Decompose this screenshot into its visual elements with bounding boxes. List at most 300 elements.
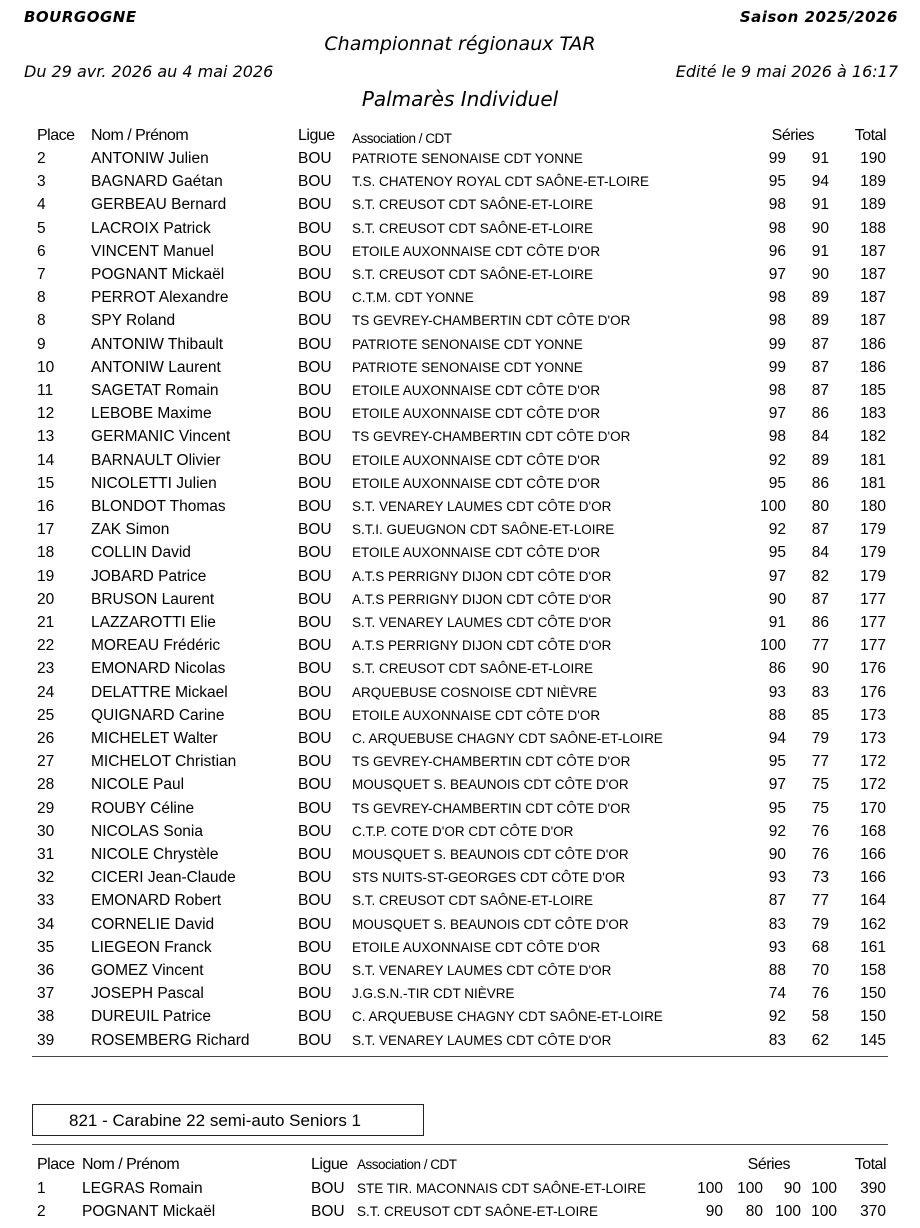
row-total: 161 [860, 938, 886, 956]
row-series-1: 98 [768, 219, 786, 237]
row-association: MOUSQUET S. BEAUNOIS CDT CÔTE D'OR [352, 777, 629, 793]
table-row [0, 913, 920, 936]
row-place: 37 [37, 985, 55, 1003]
row-series-1: 98 [768, 428, 786, 446]
row-association: S.T. VENAREY LAUMES CDT CÔTE D'OR [352, 1032, 612, 1048]
row-series-3: 90 [783, 1180, 801, 1197]
row-series-2: 79 [811, 730, 829, 747]
row-series-2: 83 [811, 683, 829, 701]
row-series-1: 90 [768, 590, 786, 608]
row-association: S.T. CREUSOT CDT SAÔNE-ET-LOIRE [352, 197, 594, 213]
row-total: 188 [860, 219, 886, 237]
table-row [0, 1029, 920, 1052]
row-total: 370 [860, 1203, 886, 1220]
row-ligue: BOU [298, 962, 332, 979]
row-series-1: 74 [768, 985, 786, 1003]
row-place: 9 [37, 335, 46, 353]
row-series-2: 85 [811, 706, 829, 724]
row-name: NICOLAS Sonia [91, 822, 203, 840]
row-series-2: 76 [811, 985, 829, 1003]
table-row [0, 1005, 920, 1028]
header-name: Nom / Prénom [91, 127, 189, 144]
row-ligue: BOU [311, 1203, 345, 1220]
row-ligue: BOU [311, 1180, 345, 1197]
row-name: GERBEAU Bernard [91, 196, 227, 214]
row-place: 1 [37, 1180, 46, 1197]
row-association: C. ARQUEBUSE CHAGNY CDT SAÔNE-ET-LOIRE [352, 731, 663, 746]
row-name: ANTONIW Laurent [91, 358, 221, 376]
row-total: 173 [860, 730, 886, 747]
row-total: 173 [860, 706, 886, 724]
row-place: 27 [37, 753, 55, 771]
row-name: ROUBY Céline [91, 799, 195, 817]
row-name: CICERI Jean-Claude [91, 869, 236, 887]
row-ligue: BOU [298, 1008, 332, 1026]
row-place: 8 [37, 312, 46, 330]
table-row [0, 611, 920, 634]
row-total: 187 [860, 312, 886, 330]
row-name: LAZZAROTTI Elie [91, 614, 216, 631]
row-series-2: 77 [811, 637, 829, 655]
row-series-1: 96 [768, 242, 786, 260]
championship-title: Championnat régionaux TAR [324, 33, 596, 55]
row-association: TS GEVREY-CHAMBERTIN CDT CÔTE D'OR [352, 754, 631, 770]
table-row [0, 727, 920, 750]
row-name: DUREUIL Patrice [91, 1008, 212, 1026]
row-place: 24 [37, 683, 55, 701]
row-total: 189 [860, 173, 886, 191]
row-place: 11 [37, 382, 54, 399]
row-total: 186 [860, 335, 886, 353]
row-ligue: BOU [298, 567, 332, 585]
row-name: LEGRAS Romain [82, 1180, 203, 1197]
row-ligue: BOU [298, 498, 332, 515]
row-series-2: 94 [811, 173, 829, 191]
table-bottom-rule [32, 1056, 888, 1057]
row-series-2: 79 [811, 915, 829, 933]
row-series-2: 58 [811, 1008, 829, 1026]
row-place: 21 [37, 614, 55, 631]
row-series-1: 88 [768, 706, 786, 724]
row-ligue: BOU [298, 660, 332, 678]
row-series-2: 80 [811, 498, 829, 515]
row-place: 26 [37, 730, 55, 747]
row-place: 28 [37, 776, 55, 794]
row-series-2: 62 [811, 1031, 829, 1049]
row-name: PERROT Alexandre [91, 289, 229, 307]
row-name: ZAK Simon [91, 521, 170, 539]
category-rule [32, 1144, 888, 1145]
row-name: ROSEMBERG Richard [91, 1031, 250, 1049]
row-series-1: 83 [768, 1031, 786, 1049]
row-association: PATRIOTE SENONAISE CDT YONNE [352, 359, 583, 375]
row-name: LIEGEON Franck [91, 938, 212, 956]
row-series-1: 88 [768, 962, 786, 979]
row-place: 18 [37, 544, 55, 562]
row-ligue: BOU [298, 776, 332, 794]
row-ligue: BOU [298, 242, 332, 260]
row-association: ETOILE AUXONNAISE CDT CÔTE D'OR [352, 383, 601, 398]
table-row [0, 402, 920, 425]
row-place: 36 [37, 962, 55, 979]
table-row [0, 866, 920, 889]
row-place: 23 [37, 660, 55, 678]
table-row [0, 286, 920, 309]
table-row [0, 843, 920, 866]
row-ligue: BOU [298, 173, 332, 191]
row-name: DELATTRE Mickael [91, 683, 228, 701]
row-ligue: BOU [298, 382, 332, 399]
row-association: TS GEVREY-CHAMBERTIN CDT CÔTE D'OR [352, 313, 631, 329]
row-series-1: 98 [768, 196, 786, 214]
row-series-1: 92 [768, 521, 786, 539]
row-series-1: 94 [768, 730, 786, 747]
row-association: S.T. CREUSOT CDT SAÔNE-ET-LOIRE [352, 220, 594, 236]
row-series-1: 97 [768, 776, 786, 794]
row-name: GOMEZ Vincent [91, 962, 204, 979]
row-series-2: 86 [811, 474, 829, 492]
row-name: QUIGNARD Carine [91, 706, 225, 724]
row-association: MOUSQUET S. BEAUNOIS CDT CÔTE D'OR [352, 916, 629, 932]
row-series-2: 82 [811, 567, 829, 585]
row-ligue: BOU [298, 1031, 332, 1049]
row-place: 8 [37, 289, 46, 307]
row-association: PATRIOTE SENONAISE CDT YONNE [352, 336, 583, 352]
row-place: 13 [37, 428, 55, 446]
row-total: 187 [860, 266, 886, 283]
row-association: ETOILE AUXONNAISE CDT CÔTE D'OR [352, 243, 601, 259]
table-row [0, 147, 920, 170]
row-name: VINCENT Manuel [91, 242, 214, 260]
table-row [0, 356, 920, 379]
row-name: MICHELET Walter [91, 730, 218, 747]
row-total: 150 [860, 1008, 886, 1026]
row-association: ETOILE AUXONNAISE CDT CÔTE D'OR [352, 406, 601, 422]
row-association: J.G.S.N.-TIR CDT NIÈVRE [352, 986, 515, 1002]
row-series-2: 89 [811, 289, 829, 307]
row-series-2: 91 [811, 196, 829, 214]
table-row [0, 495, 920, 518]
row-association: C.T.P. COTE D'OR CDT CÔTE D'OR [352, 823, 574, 839]
row-name: SPY Roland [91, 312, 176, 330]
row-total: 176 [860, 660, 886, 678]
row-association: ARQUEBUSE COSNOISE CDT NIÈVRE [352, 684, 598, 700]
row-series-2: 76 [811, 822, 829, 840]
table-row [0, 681, 920, 704]
table-header [0, 127, 920, 147]
row-association: MOUSQUET S. BEAUNOIS CDT CÔTE D'OR [352, 847, 629, 862]
row-ligue: BOU [298, 869, 332, 887]
row-place: 39 [37, 1031, 55, 1049]
row-ligue: BOU [298, 451, 332, 469]
row-total: 158 [860, 962, 886, 979]
table-header-2 [0, 1156, 920, 1176]
table-row [0, 1177, 920, 1200]
row-series-1: 93 [768, 683, 786, 701]
row-total: 150 [860, 985, 886, 1003]
row-ligue: BOU [298, 358, 332, 376]
row-series-1: 92 [768, 1008, 786, 1026]
row-association: ETOILE AUXONNAISE CDT CÔTE D'OR [352, 939, 601, 955]
row-association: PATRIOTE SENONAISE CDT YONNE [352, 151, 583, 166]
row-name: POGNANT Mickaël [82, 1203, 216, 1220]
row-total: 390 [860, 1180, 886, 1197]
row-series-1: 91 [768, 614, 786, 631]
row-place: 2 [37, 150, 46, 167]
table-row [0, 518, 920, 541]
row-name: POGNANT Mickaël [91, 266, 225, 283]
row-total: 181 [860, 451, 886, 469]
row-ligue: BOU [298, 846, 332, 863]
header-place: Place [37, 1156, 75, 1173]
row-series-1: 99 [768, 335, 786, 353]
table-row [0, 657, 920, 680]
row-series-1: 93 [768, 869, 786, 887]
row-series-1: 100 [760, 498, 786, 515]
row-series-2: 77 [811, 753, 829, 771]
row-name: NICOLE Paul [91, 776, 185, 794]
row-total: 180 [860, 498, 886, 515]
row-name: ANTONIW Thibault [91, 335, 224, 353]
row-total: 177 [860, 637, 886, 655]
table-row [0, 193, 920, 216]
row-association: S.T. CREUSOT CDT SAÔNE-ET-LOIRE [352, 893, 594, 909]
date-range: Du 29 avr. 2026 au 4 mai 2026 [24, 62, 274, 81]
row-place: 5 [37, 219, 46, 237]
row-series-2: 91 [811, 150, 829, 167]
row-total: 172 [860, 776, 886, 794]
row-association: STS NUITS-ST-GEORGES CDT CÔTE D'OR [352, 870, 626, 886]
table-row [0, 936, 920, 959]
row-series-1: 95 [768, 173, 786, 191]
row-total: 162 [860, 915, 886, 933]
row-ligue: BOU [298, 799, 332, 817]
row-place: 35 [37, 938, 55, 956]
table-row [0, 704, 920, 727]
row-series-2: 68 [811, 938, 829, 956]
row-place: 16 [37, 498, 55, 515]
row-series-2: 76 [811, 846, 829, 863]
row-series-1: 87 [768, 892, 786, 910]
table-row [0, 379, 920, 402]
row-total: 183 [860, 405, 886, 423]
row-series-2: 91 [811, 242, 829, 260]
row-series-1: 95 [768, 474, 786, 492]
row-ligue: BOU [298, 938, 332, 956]
season-label: Saison 2025/2026 [739, 8, 898, 26]
row-place: 34 [37, 915, 55, 933]
row-total: 177 [860, 614, 886, 631]
row-series-3: 100 [775, 1203, 801, 1220]
row-series-2: 90 [811, 660, 829, 678]
row-total: 179 [860, 567, 886, 585]
table-row [0, 472, 920, 495]
row-association: C.T.M. CDT YONNE [352, 290, 474, 306]
table-row [0, 797, 920, 820]
row-association: ETOILE AUXONNAISE CDT CÔTE D'OR [352, 452, 601, 468]
row-total: 172 [860, 753, 886, 771]
table-row [0, 634, 920, 657]
row-ligue: BOU [298, 544, 332, 562]
row-total: 186 [860, 358, 886, 376]
row-place: 2 [37, 1203, 46, 1220]
table-row [0, 959, 920, 982]
row-series-1: 95 [768, 544, 786, 562]
row-ligue: BOU [298, 150, 332, 167]
row-association: S.T. CREUSOT CDT SAÔNE-ET-LOIRE [357, 1204, 599, 1219]
row-total: 189 [860, 196, 886, 214]
table-row [0, 425, 920, 448]
row-place: 38 [37, 1008, 55, 1026]
row-name: BAGNARD Gaétan [91, 173, 223, 191]
row-series-2: 75 [811, 799, 829, 817]
row-association: S.T. VENAREY LAUMES CDT CÔTE D'OR [352, 615, 612, 630]
table-row [0, 541, 920, 564]
header-ligue: Ligue [298, 127, 335, 144]
row-total: 187 [860, 242, 886, 260]
row-association: ETOILE AUXONNAISE CDT CÔTE D'OR [352, 707, 601, 723]
header-series: Séries [747, 1156, 790, 1173]
row-series-1: 99 [768, 358, 786, 376]
row-series-2: 77 [811, 892, 829, 910]
row-series-2: 86 [811, 405, 829, 423]
row-association: STE TIR. MACONNAIS CDT SAÔNE-ET-LOIRE [357, 1181, 647, 1196]
header-place: Place [37, 127, 75, 144]
row-place: 10 [37, 358, 55, 376]
table-row [0, 1200, 920, 1223]
row-name: MOREAU Frédéric [91, 637, 221, 655]
row-ligue: BOU [298, 753, 332, 771]
row-name: BLONDOT Thomas [91, 498, 226, 515]
row-name: NICOLE Chrystèle [91, 846, 219, 863]
row-ligue: BOU [298, 706, 332, 724]
row-association: ETOILE AUXONNAISE CDT CÔTE D'OR [352, 475, 601, 491]
table-row [0, 170, 920, 193]
header-total: Total [854, 127, 886, 144]
table-row [0, 309, 920, 332]
row-series-2: 84 [811, 428, 829, 446]
row-total: 170 [860, 799, 886, 817]
row-series-2: 87 [811, 335, 829, 353]
row-name: JOBARD Patrice [91, 567, 207, 585]
header-ligue: Ligue [311, 1156, 348, 1173]
row-name: SAGETAT Romain [91, 382, 219, 399]
row-series-1: 90 [768, 846, 786, 863]
row-place: 19 [37, 567, 55, 585]
row-total: 179 [860, 521, 886, 539]
row-total: 177 [860, 590, 886, 608]
row-name: BARNAULT Olivier [91, 451, 221, 469]
row-association: TS GEVREY-CHAMBERTIN CDT CÔTE D'OR [352, 800, 631, 816]
table-row [0, 263, 920, 286]
row-ligue: BOU [298, 405, 332, 423]
header-series: Séries [771, 127, 814, 144]
row-association: S.T. VENAREY LAUMES CDT CÔTE D'OR [352, 963, 612, 978]
row-ligue: BOU [298, 683, 332, 701]
row-name: CORNELIE David [91, 915, 215, 933]
row-series-1: 86 [768, 660, 786, 678]
row-association: S.T. CREUSOT CDT SAÔNE-ET-LOIRE [352, 661, 594, 677]
row-association: ETOILE AUXONNAISE CDT CÔTE D'OR [352, 545, 601, 561]
row-series-1: 98 [768, 382, 786, 399]
table-row [0, 588, 920, 611]
row-ligue: BOU [298, 822, 332, 840]
row-series-2: 89 [811, 451, 829, 469]
row-name: BRUSON Laurent [91, 590, 215, 608]
row-place: 29 [37, 799, 55, 817]
edited-timestamp: Edité le 9 mai 2026 à 16:17 [675, 62, 898, 81]
header-association: Association / CDT [352, 131, 452, 146]
row-total: 185 [860, 382, 886, 399]
table-row [0, 565, 920, 588]
row-ligue: BOU [298, 196, 332, 214]
table-row [0, 240, 920, 263]
header-name: Nom / Prénom [82, 1156, 180, 1173]
row-association: A.T.S PERRIGNY DIJON CDT CÔTE D'OR [352, 591, 612, 607]
row-association: TS GEVREY-CHAMBERTIN CDT CÔTE D'OR [352, 429, 631, 445]
row-name: LEBOBE Maxime [91, 405, 212, 423]
row-ligue: BOU [298, 219, 332, 237]
row-association: S.T. CREUSOT CDT SAÔNE-ET-LOIRE [352, 267, 594, 282]
region-label: BOURGOGNE [24, 8, 137, 26]
row-ligue: BOU [298, 985, 332, 1003]
row-place: 7 [37, 266, 46, 283]
row-ligue: BOU [298, 266, 332, 283]
row-place: 14 [37, 451, 55, 469]
row-name: EMONARD Nicolas [91, 660, 226, 678]
row-name: JOSEPH Pascal [91, 985, 204, 1003]
row-association: S.T. VENAREY LAUMES CDT CÔTE D'OR [352, 499, 612, 514]
row-series-2: 80 [745, 1203, 763, 1220]
table-row [0, 982, 920, 1005]
row-place: 12 [37, 405, 55, 423]
row-ligue: BOU [298, 637, 332, 655]
row-series-1: 93 [768, 938, 786, 956]
row-total: 176 [860, 683, 886, 701]
row-series-1: 83 [768, 915, 786, 933]
row-series-1: 92 [768, 822, 786, 840]
row-series-2: 87 [811, 521, 829, 539]
row-total: 181 [860, 474, 886, 492]
row-series-1: 97 [768, 266, 786, 283]
row-series-2: 87 [811, 358, 829, 376]
category-title: 821 - Carabine 22 semi-auto Seniors 1 [69, 1111, 361, 1130]
row-name: ANTONIW Julien [91, 150, 209, 167]
row-series-2: 100 [737, 1180, 763, 1197]
row-place: 3 [37, 173, 46, 191]
row-series-1: 100 [697, 1180, 723, 1197]
row-association: S.T.I. GUEUGNON CDT SAÔNE-ET-LOIRE [352, 522, 615, 538]
row-total: 187 [860, 289, 886, 307]
row-series-2: 90 [811, 219, 829, 237]
row-ligue: BOU [298, 614, 332, 631]
row-series-1: 95 [768, 799, 786, 817]
row-association: C. ARQUEBUSE CHAGNY CDT SAÔNE-ET-LOIRE [352, 1009, 663, 1025]
table-row [0, 449, 920, 472]
row-ligue: BOU [298, 312, 332, 330]
row-place: 25 [37, 706, 55, 724]
row-ligue: BOU [298, 335, 332, 353]
header-association: Association / CDT [357, 1157, 457, 1172]
row-association: A.T.S PERRIGNY DIJON CDT CÔTE D'OR [352, 638, 612, 654]
page-title: Palmarès Individuel [361, 87, 559, 111]
row-place: 4 [37, 196, 46, 214]
row-association: T.S. CHATENOY ROYAL CDT SAÔNE-ET-LOIRE [352, 174, 650, 190]
row-series-2: 87 [811, 382, 829, 399]
row-series-2: 75 [811, 776, 829, 794]
row-place: 30 [37, 822, 55, 840]
row-name: COLLIN David [91, 544, 191, 562]
